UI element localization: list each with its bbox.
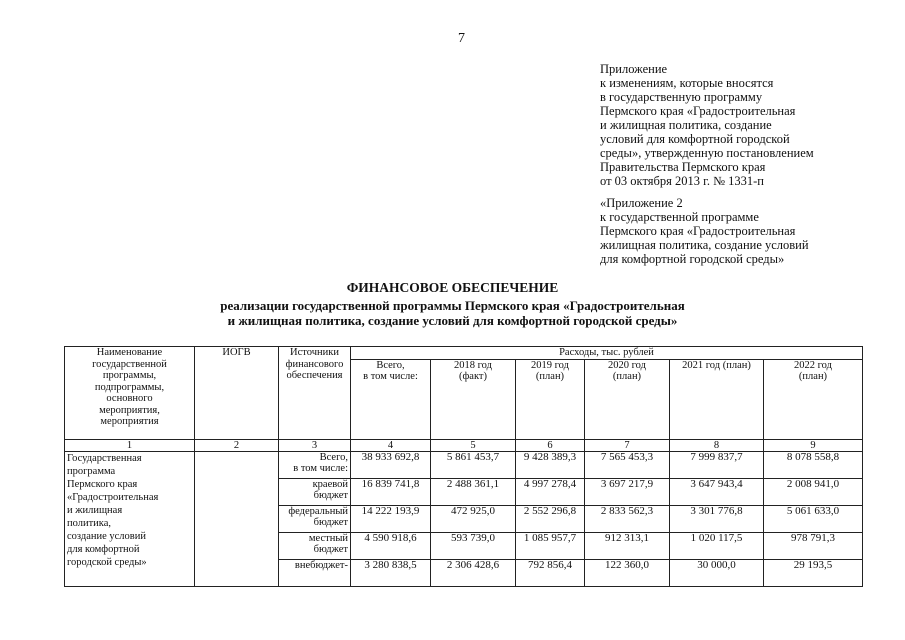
program-name-line: создание условий: [67, 531, 146, 543]
value-cell: 2 552 296,8: [516, 505, 585, 532]
value-cell: 978 791,3: [764, 532, 863, 559]
value-cell: 8 078 558,8: [764, 451, 863, 478]
appendix-line: от 03 октября 2013 г. № 1331-п: [600, 174, 764, 188]
value-cell: 1 085 957,7: [516, 532, 585, 559]
header-2022: [764, 359, 863, 439]
header-row-1: [65, 347, 863, 360]
column-number: 3: [279, 439, 351, 451]
program-name-line: программа: [67, 465, 116, 477]
header-sources-line: обеспечения: [286, 370, 343, 381]
header-name-line: Наименование: [96, 347, 163, 358]
appendix-line: Пермского края «Градостроительная: [600, 104, 796, 118]
header-2021: [670, 359, 764, 439]
appendix-block: [600, 62, 900, 188]
column-number: 5: [431, 439, 516, 451]
program-name-line: Пермского края: [67, 478, 138, 490]
header-name-line: мероприятия: [100, 416, 159, 427]
source-cell: [279, 451, 351, 478]
appendix-line: Приложение: [600, 62, 668, 76]
source-line: бюджет: [313, 543, 348, 555]
financing-table: [64, 346, 863, 587]
value-cell: 593 739,0: [431, 532, 516, 559]
header-expenses: Расходы, тыс. рублей: [351, 347, 863, 360]
iogv-cell: [195, 451, 279, 586]
source-cell: [279, 505, 351, 532]
header-name: [65, 347, 195, 440]
value-cell: 4 590 918,6: [351, 532, 431, 559]
source-cell: [279, 532, 351, 559]
header-2021-line: 2021 год (план): [682, 359, 751, 371]
header-2020-line: 2020 год: [608, 359, 646, 371]
source-line: бюджет: [313, 516, 348, 528]
header-2018-line: 2018 год: [454, 359, 492, 371]
source-line: бюджет: [313, 489, 348, 501]
source-line: федеральный: [288, 505, 348, 517]
appendix2-line: «Приложение 2: [600, 196, 683, 210]
header-name-line: основного: [106, 393, 153, 404]
value-cell: 2 008 941,0: [764, 478, 863, 505]
source-line: в том числе:: [293, 462, 348, 474]
appendix-line: условий для комфортной городской: [600, 132, 790, 146]
appendix-line: в государственную программу: [600, 90, 763, 104]
value-cell: 5 861 453,7: [431, 451, 516, 478]
appendix2-line: жилищная политика, создание условий: [600, 238, 809, 252]
column-number: 1: [65, 439, 195, 451]
value-cell: 2 833 562,3: [585, 505, 670, 532]
value-cell: 14 222 193,9: [351, 505, 431, 532]
header-name-line: государственной: [92, 358, 167, 370]
column-number: 2: [195, 439, 279, 451]
header-2019: [516, 359, 585, 439]
value-cell: 7 999 837,7: [670, 451, 764, 478]
value-cell: 30 000,0: [670, 559, 764, 586]
program-name-line: «Градостроительная: [67, 491, 159, 503]
appendix-line: Правительства Пермского края: [600, 160, 766, 174]
value-cell: 3 697 217,9: [585, 478, 670, 505]
subtitle-line: реализации государственной программы Пермского края «Градостроительная: [220, 298, 685, 313]
program-name-line: для комфортной: [67, 544, 140, 556]
page-number: 7: [458, 31, 465, 46]
appendix-line: к изменениям, которые вносятся: [600, 76, 774, 90]
value-cell: 122 360,0: [585, 559, 670, 586]
appendix2-block: [600, 196, 900, 266]
source-cell: [279, 559, 351, 586]
value-cell: 9 428 389,3: [516, 451, 585, 478]
header-total-line: Всего,: [376, 359, 405, 371]
value-cell: 3 301 776,8: [670, 505, 764, 532]
source-line: Всего,: [319, 451, 348, 463]
value-cell: 7 565 453,3: [585, 451, 670, 478]
program-name-line: политика,: [67, 517, 112, 529]
header-iogv: ИОГВ: [195, 347, 279, 440]
column-numbers-row: [65, 439, 863, 451]
appendix-line: среды», утвержденную постановлением: [600, 146, 814, 160]
header-2019-line: (план): [535, 371, 565, 382]
header-sources-line: Источники: [290, 347, 339, 358]
column-number: 4: [351, 439, 431, 451]
header-sources-line: финансового: [285, 358, 344, 370]
source-line: местный: [308, 532, 348, 544]
column-number: 8: [670, 439, 764, 451]
program-name-cell: [65, 451, 195, 586]
value-cell: 2 306 428,6: [431, 559, 516, 586]
header-2022-line: 2022 год: [794, 359, 832, 371]
header-2018-line: (факт): [458, 371, 487, 382]
program-name-line: городской среды»: [67, 557, 147, 569]
value-cell: 4 997 278,4: [516, 478, 585, 505]
source-line: краевой: [312, 478, 348, 490]
appendix2-line: для комфортной городской среды»: [600, 252, 785, 266]
document-subtitle: [0, 298, 905, 328]
value-cell: 38 933 692,8: [351, 451, 431, 478]
value-cell: 472 925,0: [431, 505, 516, 532]
column-number: 7: [585, 439, 670, 451]
header-2019-line: 2019 год: [531, 359, 569, 371]
value-cell: 3 647 943,4: [670, 478, 764, 505]
appendix-line: и жилищная политика, создание: [600, 118, 772, 132]
header-2020: [585, 359, 670, 439]
header-sources: [279, 347, 351, 440]
header-name-line: подпрограммы,: [94, 381, 165, 393]
column-number: 9: [764, 439, 863, 451]
header-2020-line: (план): [612, 371, 642, 382]
table-row: [65, 451, 863, 478]
header-total: [351, 359, 431, 439]
source-cell: [279, 478, 351, 505]
header-total-line: в том числе:: [363, 371, 418, 382]
header-name-line: программы,: [102, 370, 157, 381]
value-cell: 3 280 838,5: [351, 559, 431, 586]
appendix2-line: к государственной программе: [600, 210, 759, 224]
header-2018: [431, 359, 516, 439]
value-cell: 912 313,1: [585, 532, 670, 559]
header-2022-line: (план): [798, 371, 828, 382]
program-name-line: и жилищная: [67, 504, 123, 516]
value-cell: 5 061 633,0: [764, 505, 863, 532]
value-cell: 2 488 361,1: [431, 478, 516, 505]
value-cell: 792 856,4: [516, 559, 585, 586]
value-cell: 16 839 741,8: [351, 478, 431, 505]
subtitle-line: и жилищная политика, создание условий для комфортной городской среды»: [227, 313, 678, 328]
appendix2-line: Пермского края «Градостроительная: [600, 224, 796, 238]
program-name-line: Государственная: [67, 452, 142, 464]
header-name-line: мероприятия,: [99, 404, 160, 416]
value-cell: 29 193,5: [764, 559, 863, 586]
value-cell: 1 020 117,5: [670, 532, 764, 559]
document-title: ФИНАНСОВОЕ ОБЕСПЕЧЕНИЕ: [346, 280, 559, 295]
source-line: внебюджет-: [294, 559, 348, 571]
column-number: 6: [516, 439, 585, 451]
